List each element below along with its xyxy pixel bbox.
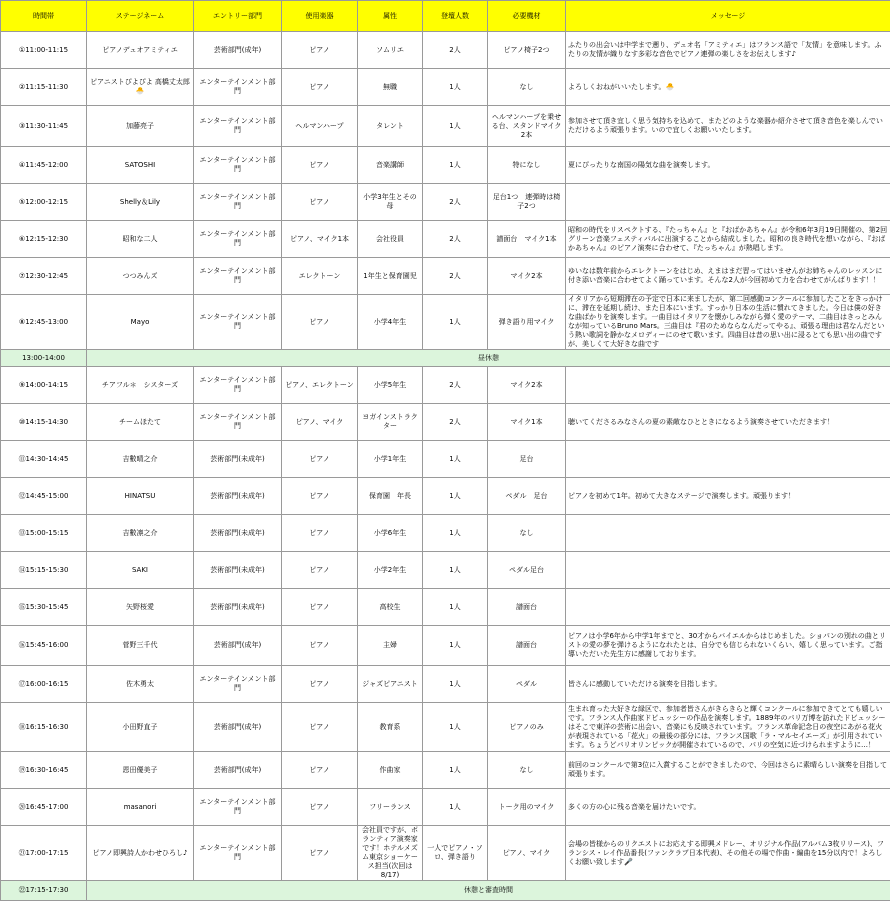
message-cell [566, 589, 890, 626]
equipment-cell: ペダル足台 [488, 552, 566, 589]
equipment-cell: マイク1本 [488, 404, 566, 441]
table-row [1, 752, 890, 789]
equipment-cell: ヘルマンハープを乗せる台、スタンドマイク2本 [488, 106, 566, 147]
equipment-cell: 譜面台 [488, 626, 566, 666]
time-cell: ㉑17:00-17:15 [1, 826, 87, 881]
header-time: 時間帯 [1, 1, 87, 32]
table-row [1, 367, 890, 404]
stage-name-cell: ピアニストぴよぴよ 高橋丈太郎🐣 [87, 69, 194, 106]
attribute-cell: ヨガインストラクター [358, 404, 423, 441]
stage-name-cell: 昭和な二人 [87, 221, 194, 258]
message-cell [566, 552, 890, 589]
attribute-cell: 作曲家 [358, 752, 423, 789]
message-cell: 生まれ育った大好きな緑区で、参加者皆さんがきらきらと輝くコンクールに参加できてとても嬉しいです。フランス人作曲家ドビュッシーの作品を演奏します。1889年のパリ万博を訪れたドビュッシーはそこで東洋の芸術に出会い、音楽にも反映されています。フランス革命記念日の夜空にあがる花火が表現されている「花火」の最後の部分には、フランス国歌「ラ・マルセイエーズ」が引用されています。ちょうどパリオリンピックが開催されているので、パリの空気に近づけられますように…！ [566, 703, 890, 752]
attribute-cell: 小学4年生 [358, 295, 423, 350]
instrument-cell: ピアノ [282, 703, 358, 752]
instrument-cell: ピアノ、マイク1本 [282, 221, 358, 258]
attribute-cell: ジャズピアニスト [358, 666, 423, 703]
break-time-cell: ㉒17:15-17:30 [1, 881, 87, 901]
stage-name-cell: SAKI [87, 552, 194, 589]
stage-name-cell: 吉數晴之介 [87, 441, 194, 478]
performer-count-cell: 1人 [423, 666, 488, 703]
message-cell: 参加させて頂き宜しく思う気持ちを込めて、またどのような楽器か紹介させて頂き音色を楽しんでいただけるよう頑張ります。いので宜しくお願いいたします。 [566, 106, 890, 147]
attribute-cell: 保育園 年長 [358, 478, 423, 515]
time-cell: ⑤12:00-12:15 [1, 184, 87, 221]
department-cell: エンターテインメント部門 [194, 404, 282, 441]
stage-name-cell: 小田野直子 [87, 703, 194, 752]
performer-count-cell: 2人 [423, 184, 488, 221]
performer-count-cell: 1人 [423, 295, 488, 350]
instrument-cell: ピアノ [282, 552, 358, 589]
department-cell: エンターテインメント部門 [194, 147, 282, 184]
stage-name-cell: 矢野桜愛 [87, 589, 194, 626]
department-cell: 芸術部門(未成年) [194, 589, 282, 626]
table-row [1, 69, 890, 106]
stage-name-cell: ピアノ即興詩人かわせひろし♪ [87, 826, 194, 881]
department-cell: エンターテインメント部門 [194, 184, 282, 221]
department-cell: エンターテインメント部門 [194, 106, 282, 147]
department-cell: エンターテインメント部門 [194, 295, 282, 350]
stage-name-cell: Shelly＆Lily [87, 184, 194, 221]
table-row [1, 106, 890, 147]
department-cell: エンターテインメント部門 [194, 367, 282, 404]
table-row [1, 515, 890, 552]
break-time-cell: 13:00-14:00 [1, 350, 87, 367]
table-row [1, 666, 890, 703]
instrument-cell: ピアノ [282, 752, 358, 789]
department-cell: 芸術部門(未成年) [194, 441, 282, 478]
department-cell: 芸術部門(未成年) [194, 515, 282, 552]
department-cell: エンターテインメント部門 [194, 666, 282, 703]
performer-count-cell: 2人 [423, 258, 488, 295]
performer-count-cell: 1人 [423, 703, 488, 752]
time-cell: ⑬15:00-15:15 [1, 515, 87, 552]
equipment-cell: なし [488, 69, 566, 106]
performer-count-cell: 1人 [423, 69, 488, 106]
time-cell: ⑯15:45-16:00 [1, 626, 87, 666]
time-cell: ⑭15:15-15:30 [1, 552, 87, 589]
message-cell: イタリアから短期滞在の予定で日本に来ましたが、第二回感動コンクールに参加したことをきっかけに、滞在を延期し続け、また日本にいます。すっかり日本の生活に慣れてきました。今日は僕の好きな曲ばかりを演奏します。一曲目はイタリアを懐かしみながら弾く愛のテーマ、二曲目はきっとみんなが知っているBruno Mars。三曲目は『君のためならなんだってやる』、頑張る理由は君なんだという熱い歌詞を静かなメロディーにのせて歌います。四曲目は昔の思い出に浸るとても思い出の曲ですが、美しくて大好きな曲です [566, 295, 890, 350]
performer-count-cell: 2人 [423, 404, 488, 441]
message-cell: ピアノを初めて1年。初めて大きなステージで演奏します。頑張ります！ [566, 478, 890, 515]
time-cell: ③11:30-11:45 [1, 106, 87, 147]
message-cell: 皆さんに感動していただける演奏を目指します。 [566, 666, 890, 703]
instrument-cell: ピアノ、マイク [282, 404, 358, 441]
department-cell: エンターテインメント部門 [194, 789, 282, 826]
equipment-cell: 譜面台 [488, 589, 566, 626]
break-row [1, 881, 890, 901]
department-cell: エンターテインメント部門 [194, 221, 282, 258]
message-cell [566, 515, 890, 552]
table-row [1, 184, 890, 221]
equipment-cell: ピアノのみ [488, 703, 566, 752]
table-row [1, 626, 890, 666]
instrument-cell: ピアノ [282, 441, 358, 478]
instrument-cell: ヘルマンハープ [282, 106, 358, 147]
attribute-cell: 教育系 [358, 703, 423, 752]
header-attribute: 属性 [358, 1, 423, 32]
time-cell: ⑩14:15-14:30 [1, 404, 87, 441]
stage-name-cell: Mayo [87, 295, 194, 350]
stage-name-cell: SATOSHI [87, 147, 194, 184]
header-instrument: 使用楽器 [282, 1, 358, 32]
attribute-cell: 会社員ですが、ボランティア演奏家です！ホテルメズム東京ショーケース担当(次回は8/17) [358, 826, 423, 881]
attribute-cell: 会社役員 [358, 221, 423, 258]
equipment-cell: ペダル 足台 [488, 478, 566, 515]
message-cell: よろしくおねがいいたします。🐣 [566, 69, 890, 106]
attribute-cell: 小学2年生 [358, 552, 423, 589]
stage-name-cell: チームほたて [87, 404, 194, 441]
header-stage-name: ステージネーム [87, 1, 194, 32]
time-cell: ⑥12:15-12:30 [1, 221, 87, 258]
time-cell: ⑦12:30-12:45 [1, 258, 87, 295]
instrument-cell: ピアノ [282, 69, 358, 106]
table-row [1, 826, 890, 881]
instrument-cell: ピアノ [282, 826, 358, 881]
equipment-cell: マイク2本 [488, 258, 566, 295]
equipment-cell: なし [488, 515, 566, 552]
instrument-cell: ピアノ [282, 478, 358, 515]
table-row [1, 552, 890, 589]
performer-count-cell: 1人 [423, 552, 488, 589]
instrument-cell: ピアノ [282, 147, 358, 184]
department-cell: 芸術部門(成年) [194, 752, 282, 789]
time-cell: ⑨14:00-14:15 [1, 367, 87, 404]
equipment-cell: 弾き語り用マイク [488, 295, 566, 350]
performer-count-cell: 1人 [423, 515, 488, 552]
stage-name-cell: 菅野三千代 [87, 626, 194, 666]
department-cell: エンターテインメント部門 [194, 69, 282, 106]
table-row [1, 478, 890, 515]
department-cell: エンターテインメント部門 [194, 826, 282, 881]
stage-name-cell: masanori [87, 789, 194, 826]
table-row [1, 703, 890, 752]
message-cell: 会場の皆様からのリクエストにお応えする即興メドレー、オリジナル作品(アルバム3枚リリース)、フランシス・レイ作品番長(ファンクラブ日本代表)、その他その場で作曲・編曲を15分以内で！よろしくお願い致します🎤 [566, 826, 890, 881]
equipment-cell: ピアノ、マイク [488, 826, 566, 881]
department-cell: 芸術部門(成年) [194, 32, 282, 69]
stage-name-cell: 加藤亮子 [87, 106, 194, 147]
performer-count-cell: 1人 [423, 752, 488, 789]
message-cell [566, 441, 890, 478]
attribute-cell: 小学1年生 [358, 441, 423, 478]
message-cell: ピアノは小学6年から中学1年までと、30才からバイエルからはじめました。ショパンの別れの曲とリストの愛の夢を弾けるようになれたとは、自分でも信じられないくらい、嬉しく思っています。ご指導いただいた先生方に感謝しております。 [566, 626, 890, 666]
equipment-cell: ピアノ椅子2つ [488, 32, 566, 69]
time-cell: ⑲16:30-16:45 [1, 752, 87, 789]
break-label-cell: 休憩と審査時間 [87, 881, 890, 901]
table-row [1, 589, 890, 626]
schedule-rows [1, 32, 890, 901]
performer-count-cell: 1人 [423, 441, 488, 478]
equipment-cell: なし [488, 752, 566, 789]
attribute-cell: 小学5年生 [358, 367, 423, 404]
break-label-cell: 昼休憩 [87, 350, 890, 367]
message-cell: 昭和の時代をリスペクトする、『たっちゃん』と『おばかあちゃん』が令和6年3月19日開催の、第2回グリーン音楽フェスティバルに出演することから結成しました。昭和の良き時代を想いながら、『おばかあちゃん』のピアノ演奏に合わせて、『たっちゃん』が熱唱します。 [566, 221, 890, 258]
attribute-cell: ソムリエ [358, 32, 423, 69]
instrument-cell: ピアノ [282, 666, 358, 703]
attribute-cell: 音楽講師 [358, 147, 423, 184]
performer-count-cell: 2人 [423, 221, 488, 258]
time-cell: ⑪14:30-14:45 [1, 441, 87, 478]
instrument-cell: ピアノ [282, 789, 358, 826]
message-cell [566, 184, 890, 221]
equipment-cell: トーク用のマイク [488, 789, 566, 826]
attribute-cell: 小学6年生 [358, 515, 423, 552]
message-cell: 前回のコンクールで第3位に入賞することができましたので、今回はさらに素晴らしい演奏を目指して頑張ります。 [566, 752, 890, 789]
equipment-cell: マイク2本 [488, 367, 566, 404]
performer-count-cell: 1人 [423, 789, 488, 826]
attribute-cell: 高校生 [358, 589, 423, 626]
performer-count-cell: 一人でピアノ・ソロ、弾き語り [423, 826, 488, 881]
header-message: メッセージ [566, 1, 890, 32]
message-cell: ゆいなは数年前からエレクトーンをはじめ、えまはまだ習ってはいませんがお姉ちゃんのレッスンに付き添い音楽に合わせてよく踊っています。そんな2人が今回初めて力を合わせてがんばります！！ [566, 258, 890, 295]
table-row [1, 404, 890, 441]
message-cell: 夏にぴったりな南国の陽気な曲を演奏します。 [566, 147, 890, 184]
table-row [1, 32, 890, 69]
instrument-cell: エレクトーン [282, 258, 358, 295]
message-cell: 聴いてくださるみなさんの夏の素敵なひとときになるよう演奏させていただきます！ [566, 404, 890, 441]
time-cell: ⑫14:45-15:00 [1, 478, 87, 515]
equipment-cell: 譜面台 マイク1本 [488, 221, 566, 258]
time-cell: ④11:45-12:00 [1, 147, 87, 184]
equipment-cell: 足台 [488, 441, 566, 478]
department-cell: 芸術部門(未成年) [194, 552, 282, 589]
table-row [1, 789, 890, 826]
header-entry-department: エントリー部門 [194, 1, 282, 32]
time-cell: ②11:15-11:30 [1, 69, 87, 106]
table-row [1, 441, 890, 478]
stage-name-cell: チアフル＊ シスターズ [87, 367, 194, 404]
attribute-cell: 主婦 [358, 626, 423, 666]
performer-count-cell: 1人 [423, 626, 488, 666]
instrument-cell: ピアノ [282, 626, 358, 666]
header-performer-count: 登壇人数 [423, 1, 488, 32]
performer-count-cell: 1人 [423, 589, 488, 626]
attribute-cell: フリーランス [358, 789, 423, 826]
department-cell: エンターテインメント部門 [194, 258, 282, 295]
equipment-cell: 特になし [488, 147, 566, 184]
department-cell: 芸術部門(成年) [194, 626, 282, 666]
instrument-cell: ピアノ [282, 32, 358, 69]
performer-count-cell: 1人 [423, 478, 488, 515]
table-row [1, 221, 890, 258]
time-cell: ⑳16:45-17:00 [1, 789, 87, 826]
instrument-cell: ピアノ [282, 515, 358, 552]
table-row [1, 258, 890, 295]
table-row [1, 147, 890, 184]
message-cell [566, 367, 890, 404]
break-row [1, 350, 890, 367]
message-cell: 多くの方の心に残る音楽を届けたいです。 [566, 789, 890, 826]
equipment-cell: ペダル [488, 666, 566, 703]
attribute-cell: タレント [358, 106, 423, 147]
attribute-cell: 無職 [358, 69, 423, 106]
stage-name-cell: 佐木勇太 [87, 666, 194, 703]
header-row [1, 1, 890, 32]
time-cell: ⑮15:30-15:45 [1, 589, 87, 626]
table-row [1, 295, 890, 350]
instrument-cell: ピアノ、エレクトーン [282, 367, 358, 404]
instrument-cell: ピアノ [282, 295, 358, 350]
department-cell: 芸術部門(成年) [194, 703, 282, 752]
stage-name-cell: 吉數凛之介 [87, 515, 194, 552]
stage-name-cell: HINATSU [87, 478, 194, 515]
attribute-cell: 小学3年生とその母 [358, 184, 423, 221]
time-cell: ⑱16:15-16:30 [1, 703, 87, 752]
equipment-cell: 足台1つ 連弾時は椅子2つ [488, 184, 566, 221]
time-cell: ⑰16:00-16:15 [1, 666, 87, 703]
performer-count-cell: 1人 [423, 106, 488, 147]
message-cell: ふたりの出会いは中学まで遡り、デュオ名「アミティエ」はフランス語で「友情」を意味します。ふたりの友情が織りなす多彩な音色でピアノ連弾の楽しさをお伝えします♪ [566, 32, 890, 69]
stage-name-cell: 恩田優美子 [87, 752, 194, 789]
header-equipment: 必要機材 [488, 1, 566, 32]
department-cell: 芸術部門(未成年) [194, 478, 282, 515]
time-cell: ⑧12:45-13:00 [1, 295, 87, 350]
instrument-cell: ピアノ [282, 184, 358, 221]
performer-count-cell: 2人 [423, 367, 488, 404]
time-cell: ①11:00-11:15 [1, 32, 87, 69]
performer-count-cell: 2人 [423, 32, 488, 69]
instrument-cell: ピアノ [282, 589, 358, 626]
stage-name-cell: ピアノデュオアミティエ [87, 32, 194, 69]
stage-name-cell: つつみんズ [87, 258, 194, 295]
attribute-cell: 1年生と保育園児 [358, 258, 423, 295]
performer-count-cell: 1人 [423, 147, 488, 184]
